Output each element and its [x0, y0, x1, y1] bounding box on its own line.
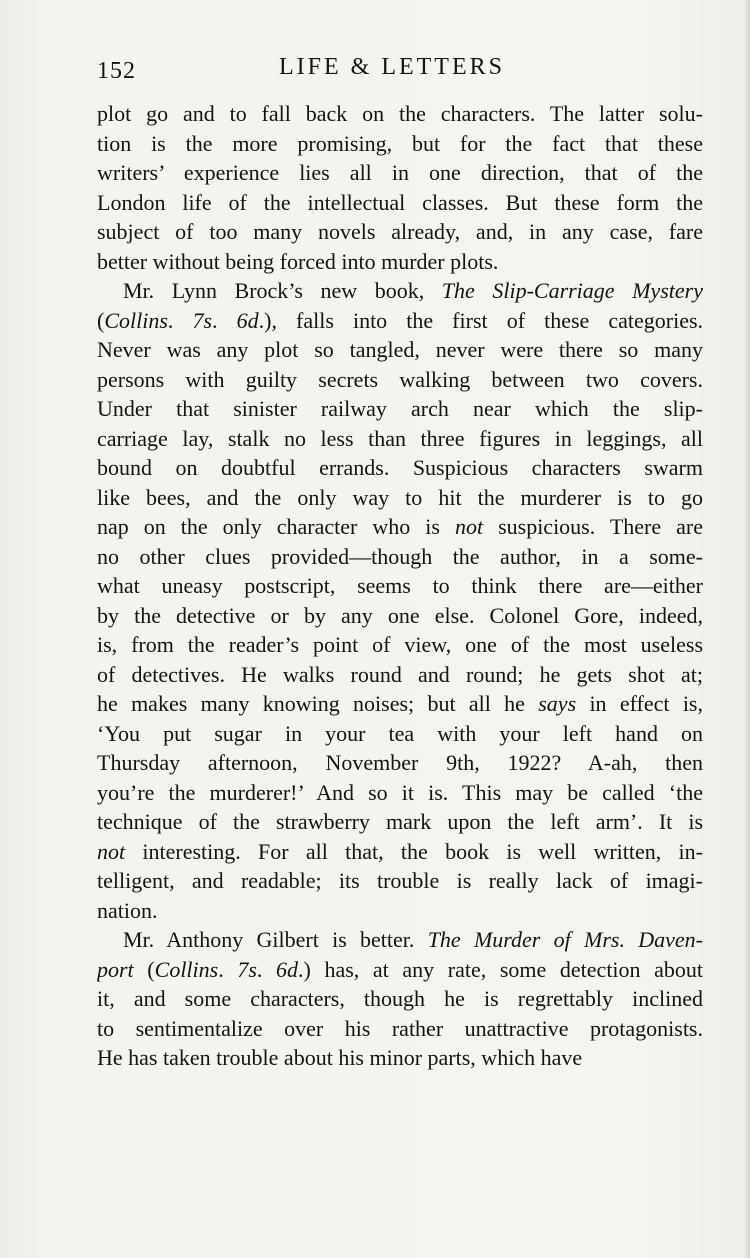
text-line: like bees, and the only way to hit the murderer is to go	[97, 484, 703, 510]
text-line: (Collins. 7s. 6d.), falls into the first of these categories.	[97, 307, 703, 333]
running-head	[97, 50, 703, 90]
text-line: by the detective or by any one else. Colonel Gore, indeed,	[97, 602, 703, 628]
text-line: Never was any plot so tangled, never were there so many	[97, 337, 703, 362]
text-line: to sentimentalize over his rather unattractive protagonists.	[97, 1015, 703, 1041]
text-line: London life of the intellectual classes. But these form the	[97, 189, 703, 215]
text-line: He has taken trouble about his minor parts, which have	[97, 1045, 583, 1070]
body-text	[97, 99, 703, 1073]
page-number: 152	[97, 58, 136, 84]
text-line: telligent, and readable; its trouble is really lack of imagi-	[97, 868, 703, 893]
text-line: of detectives. He walks round and round; he gets shot at;	[97, 661, 703, 687]
text-line: not interesting. For all that, the book is well written, in-	[97, 838, 703, 864]
text-line: it, and some characters, though he is regrettably inclined	[97, 986, 703, 1011]
running-head-title: LIFE & LETTERS	[279, 54, 505, 80]
text-line: is, from the reader’s point of view, one of the most useless	[97, 632, 703, 657]
text-line: bound on doubtful errands. Suspicious characters swarm	[97, 455, 703, 480]
text-line: Mr. Lynn Brock’s new book, The Slip-Carriage Mystery	[123, 278, 703, 303]
text-line: you’re the murderer!’ And so it is. This may be called ‘the	[97, 779, 703, 805]
page-edge-shadow	[744, 0, 750, 1258]
text-line: writers’ experience lies all in one direction, that of the	[97, 160, 703, 185]
text-line: Mr. Anthony Gilbert is better. The Murder of Mrs. Daven-	[123, 927, 703, 952]
text-line: subject of too many novels already, and, in any case, fare	[97, 219, 703, 244]
text-line: better without being forced into murder plots.	[97, 248, 499, 274]
text-line: no other clues provided—though the author, in a some-	[97, 543, 703, 569]
text-line: persons with guilty secrets walking between two covers.	[97, 366, 703, 392]
text-line: nation.	[97, 897, 158, 923]
text-line: Thursday afternoon, November 9th, 1922? A-ah, then	[97, 750, 703, 775]
text-line: ‘You put sugar in your tea with your left hand on	[97, 720, 703, 746]
text-line: port (Collins. 7s. 6d.) has, at any rate, some detection about	[97, 956, 703, 982]
text-line: he makes many knowing noises; but all he says in effect is,	[97, 691, 703, 716]
text-line: what uneasy postscript, seems to think there are—either	[97, 573, 703, 598]
text-line: tion is the more promising, but for the fact that these	[97, 130, 703, 156]
text-line: carriage lay, stalk no less than three figures in leggings, all	[97, 425, 703, 451]
text-line: technique of the strawberry mark upon the left arm’. It is	[97, 809, 703, 834]
text-line: Under that sinister railway arch near which the slip-	[97, 396, 703, 421]
text-line: plot go and to fall back on the characters. The latter solu-	[97, 101, 703, 126]
text-line: nap on the only character who is not suspicious. There are	[97, 514, 703, 539]
